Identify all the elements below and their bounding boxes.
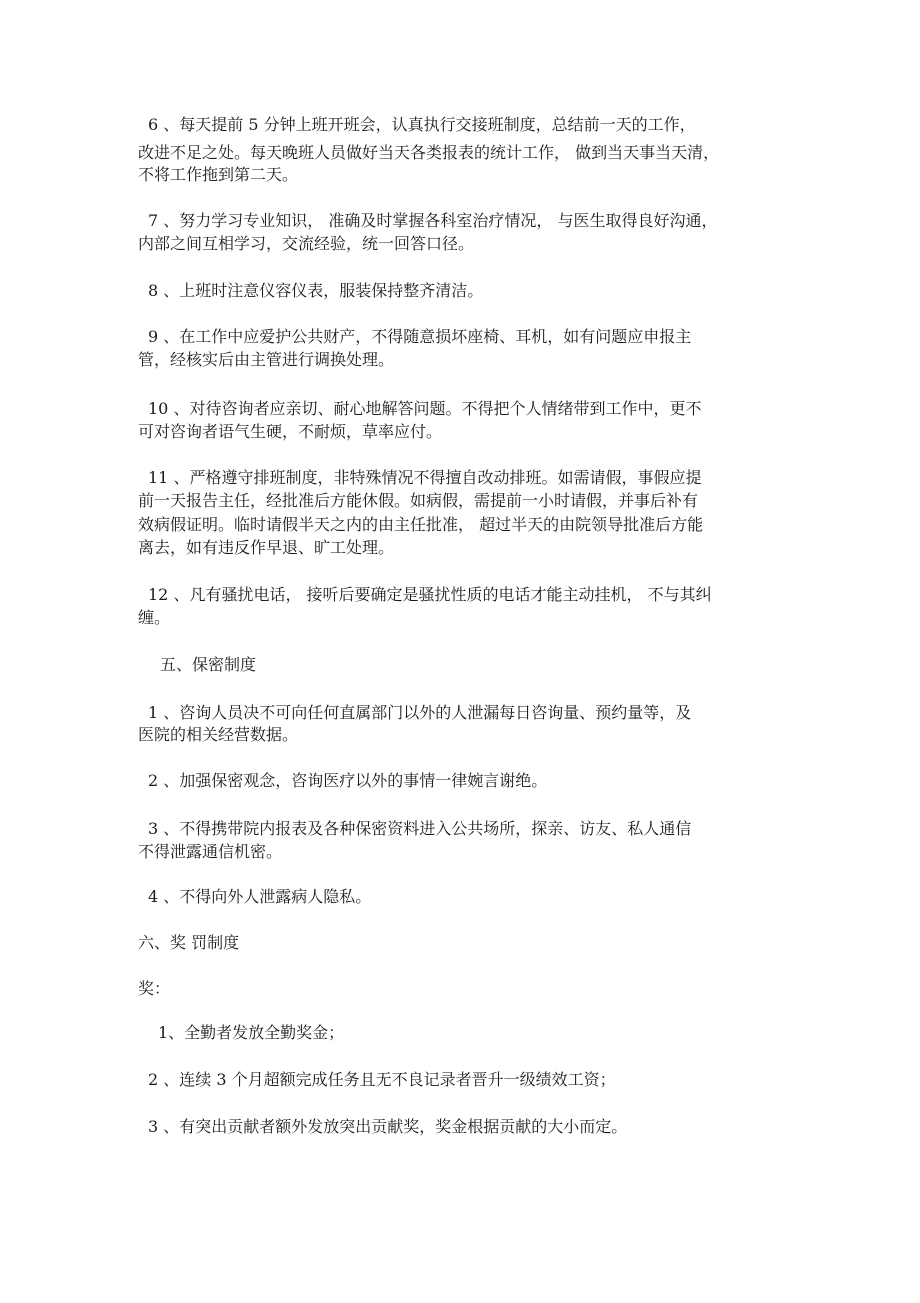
text-line: 1 、咨询人员决不可向任何直属部门以外的人泄漏每日咨询量、预约量等，及 bbox=[148, 703, 692, 722]
text-line: 改进不足之处。每天晚班人员做好当天各类报表的统计工作， 做到当天事当天清， bbox=[138, 143, 720, 162]
text-line: 离去，如有违反作早退、旷工处理。 bbox=[138, 538, 395, 557]
text-line: 不将工作拖到第二天。 bbox=[138, 165, 299, 184]
text-line: 缠。 bbox=[138, 608, 171, 627]
section-heading: 六、奖 罚制度 bbox=[138, 933, 240, 952]
text-line: 2 、加强保密观念，咨询医疗以外的事情一律婉言谢绝。 bbox=[148, 771, 548, 790]
text-line: 1、全勤者发放全勤奖金； bbox=[158, 1023, 345, 1042]
text-line: 7 、努力学习专业知识， 准确及时掌握各科室治疗情况， 与医生取得良好沟通， bbox=[148, 211, 718, 230]
subheading: 奖： bbox=[138, 979, 171, 998]
text-line: 12 、凡有骚扰电话， 接听后要确定是骚扰性质的电话才能主动挂机， 不与其纠 bbox=[148, 585, 712, 604]
text-line: 不得泄露通信机密。 bbox=[138, 842, 283, 861]
text-line: 可对咨询者语气生硬，不耐烦，草率应付。 bbox=[138, 422, 443, 441]
text-line: 10 、对待咨询者应亲切、耐心地解答问题。不得把个人情绪带到工作中，更不 bbox=[148, 399, 702, 418]
text-line: 管，经核实后由主管进行调换处理。 bbox=[138, 350, 395, 369]
text-line: 内部之间互相学习，交流经验，统一回答口径。 bbox=[138, 234, 475, 253]
section-heading: 五、保密制度 bbox=[160, 655, 257, 674]
text-line: 2 、连续 3 个月超额完成任务且无不良记录者晋升一级绩效工资； bbox=[148, 1070, 616, 1089]
text-line: 效病假证明。临时请假半天之内的由主任批准， 超过半天的由院领导批准后方能 bbox=[138, 515, 704, 534]
text-line: 6 、每天提前 5 分钟上班开班会，认真执行交接班制度，总结前一天的工作， bbox=[148, 115, 696, 134]
text-line: 3 、不得携带院内报表及各种保密资料进入公共场所，探亲、访友、私人通信 bbox=[148, 819, 692, 838]
text-line: 3 、有突出贡献者额外发放突出贡献奖，奖金根据贡献的大小而定。 bbox=[148, 1117, 628, 1136]
text-line: 8 、上班时注意仪容仪表，服装保持整齐清洁。 bbox=[148, 281, 484, 300]
text-line: 医院的相关经营数据。 bbox=[138, 725, 299, 744]
text-line: 前一天报告主任，经批准后方能休假。如病假，需提前一小时请假，并事后补有 bbox=[138, 491, 699, 510]
text-line: 4 、不得向外人泄露病人隐私。 bbox=[148, 887, 372, 906]
text-line: 11 、严格遵守排班制度，非特殊情况不得擅自改动排班。如需请假，事假应提 bbox=[148, 468, 702, 487]
text-line: 9 、在工作中应爱护公共财产，不得随意损坏座椅、耳机，如有问题应申报主 bbox=[148, 327, 692, 346]
